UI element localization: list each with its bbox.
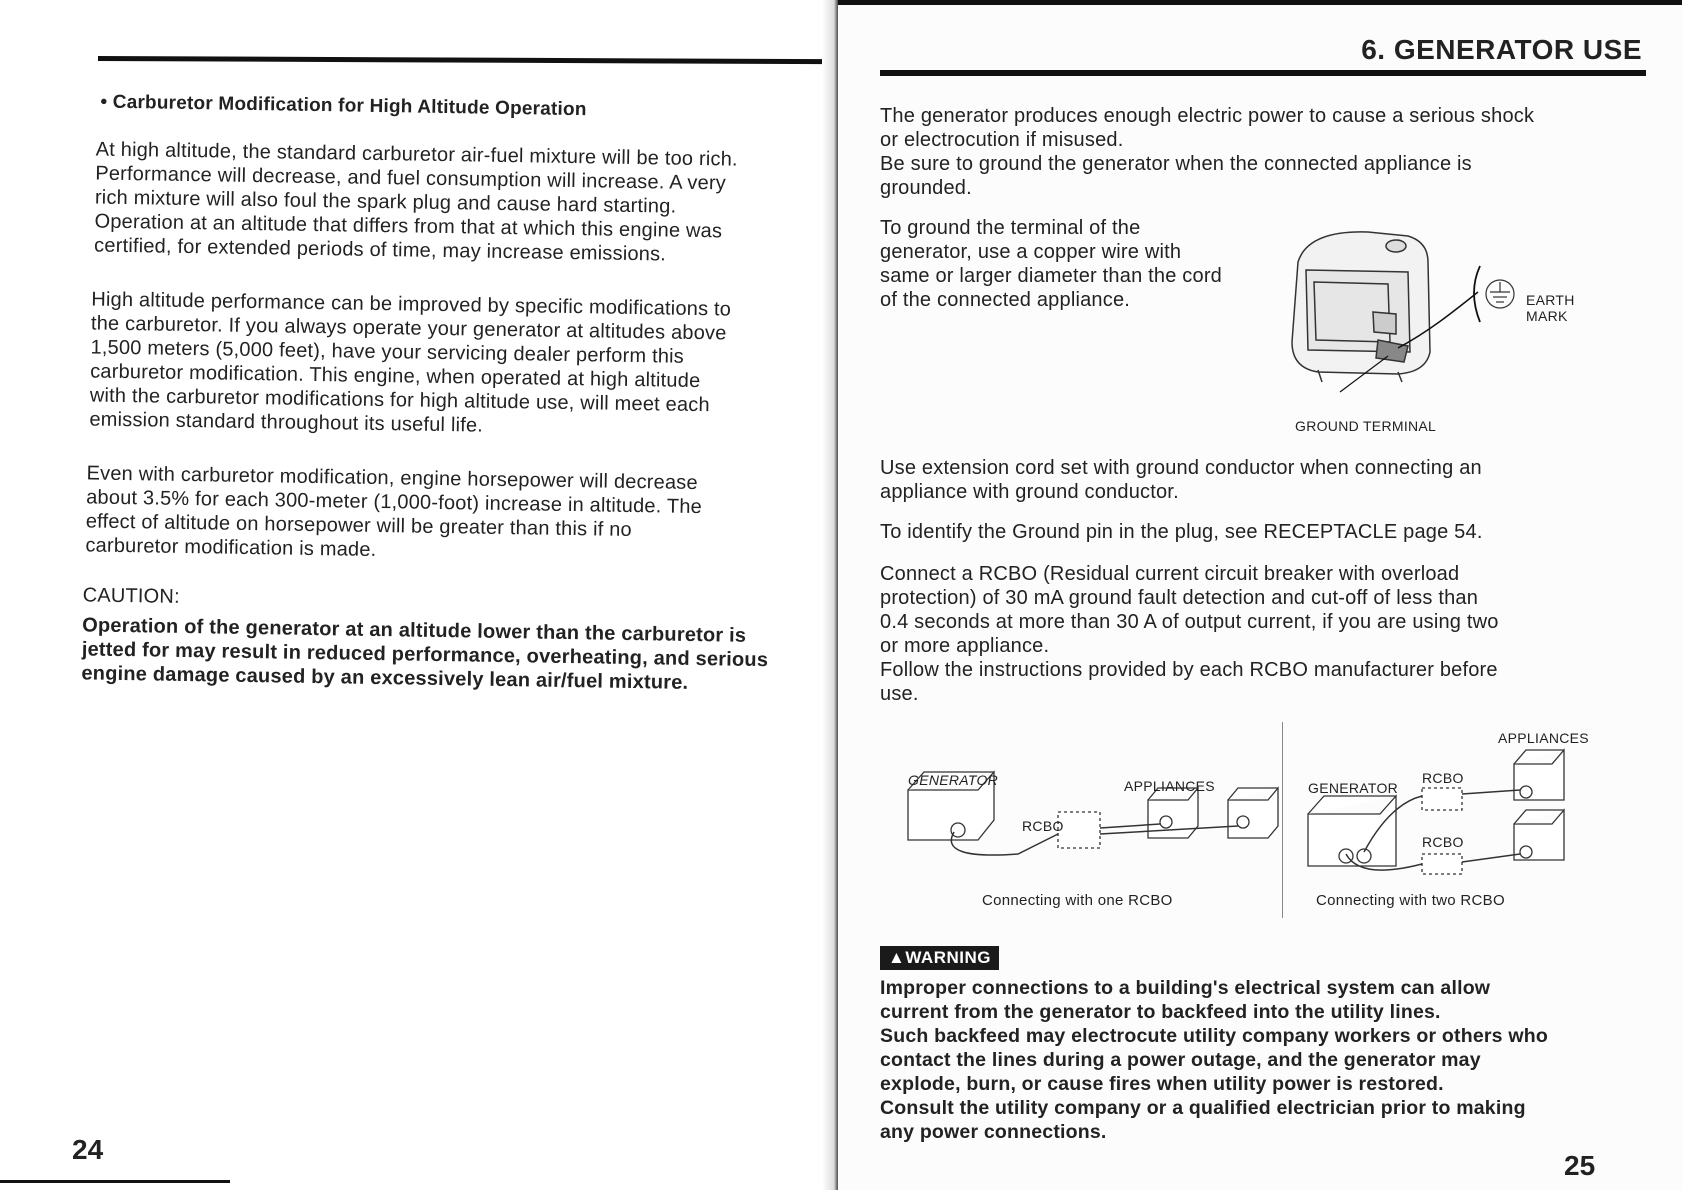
p1-line-2: Performance will decrease, and fuel consumption will increase. A very: [95, 162, 727, 195]
ground-line-3: same or larger diameter than the cord: [880, 265, 1223, 287]
warning-line-6: Consult the utility company or a qualified electrician prior to making: [880, 1097, 1526, 1119]
left-bottom-rule: [0, 1180, 230, 1183]
rcbo-line-6: use.: [880, 683, 919, 705]
earth-mark-icon: [1486, 280, 1514, 308]
p3-line-2: about 3.5% for each 300-meter (1,000-foot) increase in altitude. The: [86, 486, 703, 519]
intro-line-3: Be sure to ground the generator when the connected appliance is: [880, 153, 1472, 175]
ground-line-1: To ground the terminal of the: [880, 217, 1141, 239]
earth-mark-label: [1526, 292, 1575, 324]
diagram-one-appliances-label: APPLIANCES: [1124, 778, 1215, 794]
p2-line-3: 1,500 meters (5,000 feet), have your servicing dealer perform this: [90, 336, 685, 368]
ground-line-2: generator, use a copper wire with: [880, 241, 1182, 263]
rcbo-line-1: Connect a RCBO (Residual current circuit breaker with overload: [880, 563, 1460, 585]
rcbo-line-4: or more appliance.: [880, 635, 1050, 657]
p2-line-5: with the carburetor modifications for high altitude use, will meet each: [89, 384, 710, 417]
p1-line-1: At high altitude, the standard carburetor air-fuel mixture will be too rich.: [95, 138, 738, 171]
p3-line-3: effect of altitude on horsepower will be greater than this if no: [85, 510, 633, 541]
warning-line-2: current from the generator to backfeed into the utility lines.: [880, 1001, 1441, 1023]
ground-terminal-label: GROUND TERMINAL: [1295, 418, 1437, 434]
caution-label: CAUTION:: [82, 584, 180, 608]
p2-line-6: emission standard throughout its useful life.: [89, 408, 484, 437]
right-title-rule: [880, 70, 1646, 76]
earth-mark-line-2: MARK: [1526, 308, 1568, 324]
p1-line-4: Operation at an altitude that differs from that at which this engine was: [94, 210, 723, 243]
p3-line-4: carburetor modification is made.: [85, 534, 377, 561]
warning-line-5: explode, burn, or cause fires when utility power is restored.: [880, 1073, 1444, 1095]
left-content: [0, 0, 838, 1203]
p1-line-5: certified, for extended periods of time, may increase emissions.: [93, 234, 667, 266]
p3-line-1: Even with carburetor modification, engine horsepower will decrease: [86, 462, 698, 495]
earth-mark-line-1: EARTH: [1526, 292, 1575, 308]
warning-line-4: contact the lines during a power outage, and the generator may: [880, 1049, 1481, 1071]
extension-line-1: Use extension cord set with ground conductor when connecting an: [880, 457, 1482, 479]
intro-line-1: The generator produces enough electric power to cause a serious shock: [880, 105, 1535, 127]
p2-line-4: carburetor modification. This engine, when operated at high altitude: [90, 360, 701, 393]
diagram-two-generator-label: GENERATOR: [1308, 780, 1399, 796]
section-heading: • Carburetor Modification for High Altitude Operation: [100, 91, 587, 121]
p2-line-1: High altitude performance can be improved by specific modifications to: [91, 288, 732, 321]
caution-line-2: jetted for may result in reduced performance, overheating, and serious: [81, 638, 769, 672]
caution-line-1: Operation of the generator at an altitude lower than the carburetor is: [82, 614, 747, 647]
rcbo-line-2: protection) of 30 mA ground fault detection and cut-off of less than: [880, 587, 1479, 609]
right-page-number: 25: [1564, 1150, 1596, 1181]
intro-line-4: grounded.: [880, 177, 972, 199]
left-page: [0, 0, 838, 1190]
intro-line-2: or electrocution if misused.: [880, 129, 1124, 151]
diagram-one-rcbo-label: RCBO: [1022, 818, 1064, 834]
warning-badge: ▲WARNING: [880, 946, 999, 970]
caution-line-3: engine damage caused by an excessively lean air/fuel mixture.: [81, 662, 689, 694]
left-page-number: 24: [72, 1134, 104, 1165]
p2-line-2: the carburetor. If you always operate your generator at altitudes above: [90, 312, 727, 345]
warning-line-3: Such backfeed may electrocute utility company workers or others who: [880, 1025, 1548, 1047]
diagram-two-rcbo-top-label: RCBO: [1422, 770, 1464, 786]
warning-line-1: Improper connections to a building's electrical system can allow: [880, 977, 1491, 999]
diagram-one-caption: Connecting with one RCBO: [982, 892, 1173, 909]
extension-line-2: appliance with ground conductor.: [880, 481, 1179, 503]
diagram-two-appliances-label: APPLIANCES: [1498, 730, 1589, 746]
diagram-divider: [1282, 722, 1283, 918]
warning-line-7: any power connections.: [880, 1121, 1107, 1143]
diagram-two-caption: Connecting with two RCBO: [1316, 892, 1505, 909]
right-page: [838, 0, 1682, 1190]
diagram-one-generator-label: GENERATOR: [908, 772, 999, 788]
diagram-two-rcbo-bottom-label: RCBO: [1422, 834, 1464, 850]
p1-line-3: rich mixture will also foul the spark plug and cause hard starting.: [94, 186, 677, 218]
identify-text: To identify the Ground pin in the plug, see RECEPTACLE page 54.: [880, 521, 1483, 543]
section-title: 6. GENERATOR USE: [1361, 34, 1642, 65]
right-top-edge: [838, 0, 1682, 5]
ground-line-4: of the connected appliance.: [880, 289, 1131, 311]
rcbo-line-3: 0.4 seconds at more than 30 A of output current, if you are using two: [880, 611, 1499, 633]
rcbo-line-5: Follow the instructions provided by each RCBO manufacturer before: [880, 659, 1498, 681]
